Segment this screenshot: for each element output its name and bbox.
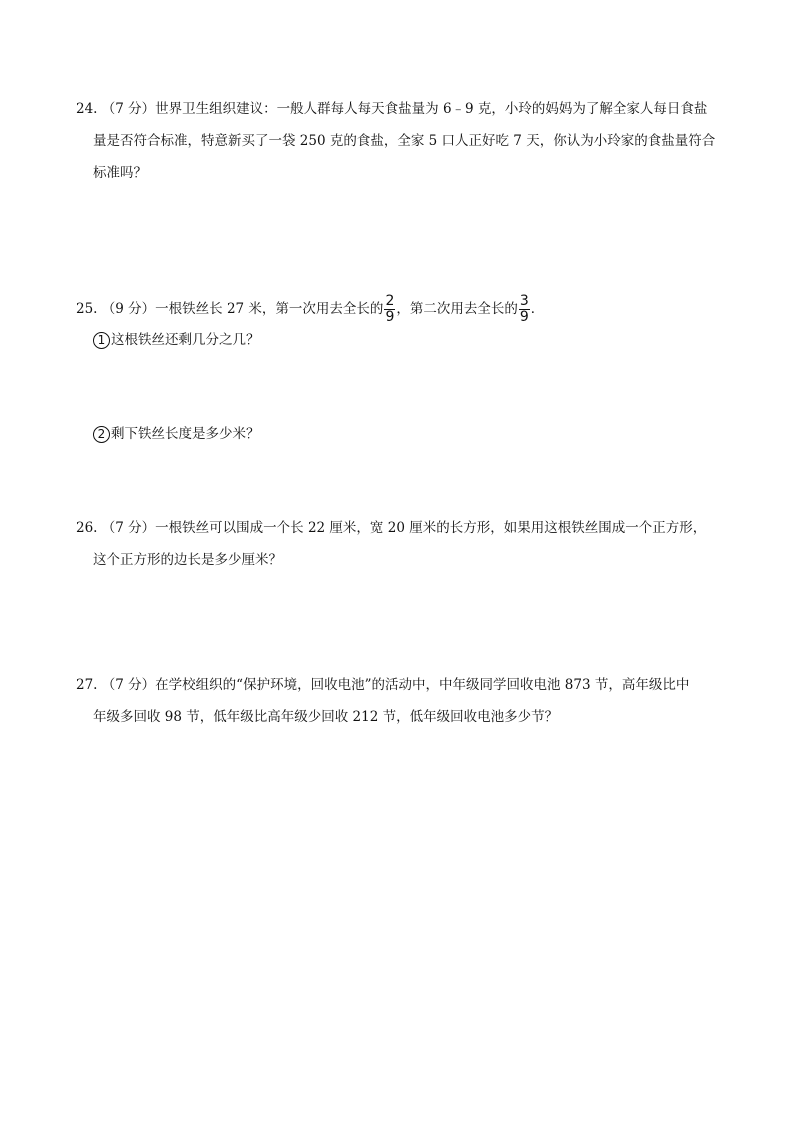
sub-question-text: 剩下铁丝长度是多少米？	[111, 426, 260, 442]
question-number: 27.	[76, 677, 98, 693]
question-24-line-1	[76, 99, 707, 119]
question-27-line-2: 年级多回收 98 节，低年级比高年级少回收 212 节，低年级回收电池多少节？	[93, 709, 559, 725]
question-points: （7 分）	[101, 677, 156, 693]
fraction-two-ninths: $\frac{2}{9}$	[385, 293, 395, 325]
question-25-sub-1	[93, 330, 260, 350]
sub-question-text: 这根铁丝还剩几分之几？	[111, 332, 260, 348]
question-27-line-1	[76, 675, 689, 695]
question-25-line-1	[76, 292, 544, 326]
circled-number-two: 2	[93, 426, 110, 443]
question-25-sub-2	[93, 424, 260, 444]
question-text: 一根铁丝可以围成一个长 22 厘米，宽 20 厘米的长方形，如果用这根铁丝围成一个正方形，	[155, 520, 707, 536]
circled-number-one: 1	[93, 332, 110, 349]
question-number: 26.	[76, 520, 98, 536]
question-points: （9 分）	[101, 301, 156, 317]
question-text: 世界卫生组织建议：一般人群每人每天食盐量为 6﹣9 克，小玲的妈妈为了解全家人每日食盐	[155, 101, 708, 117]
question-text: ．	[530, 301, 545, 317]
question-26-line-2: 这个正方形的边长是多少厘米？	[93, 552, 282, 568]
question-points: （7 分）	[101, 520, 156, 536]
question-text: ，第二次用去全长的	[396, 301, 518, 317]
question-24-line-3: 标准吗？	[93, 165, 147, 181]
question-26-line-1	[76, 518, 706, 538]
question-number: 24.	[76, 101, 98, 117]
fraction-three-ninths: $\frac{3}{9}$	[519, 293, 529, 325]
question-points: （7 分）	[101, 101, 156, 117]
question-text: 一根铁丝长 27 米，第一次用去全长的	[155, 301, 384, 317]
question-number: 25.	[76, 301, 98, 317]
question-text: 在学校组织的“保护环境，回收电池”的活动中，中年级同学回收电池 873 节，高年级比中	[155, 677, 690, 693]
question-24-line-2: 量是否符合标准，特意新买了一袋 250 克的食盐，全家 5 口人正好吃 7 天，你认为小玲家的食盐量符合	[93, 133, 716, 149]
